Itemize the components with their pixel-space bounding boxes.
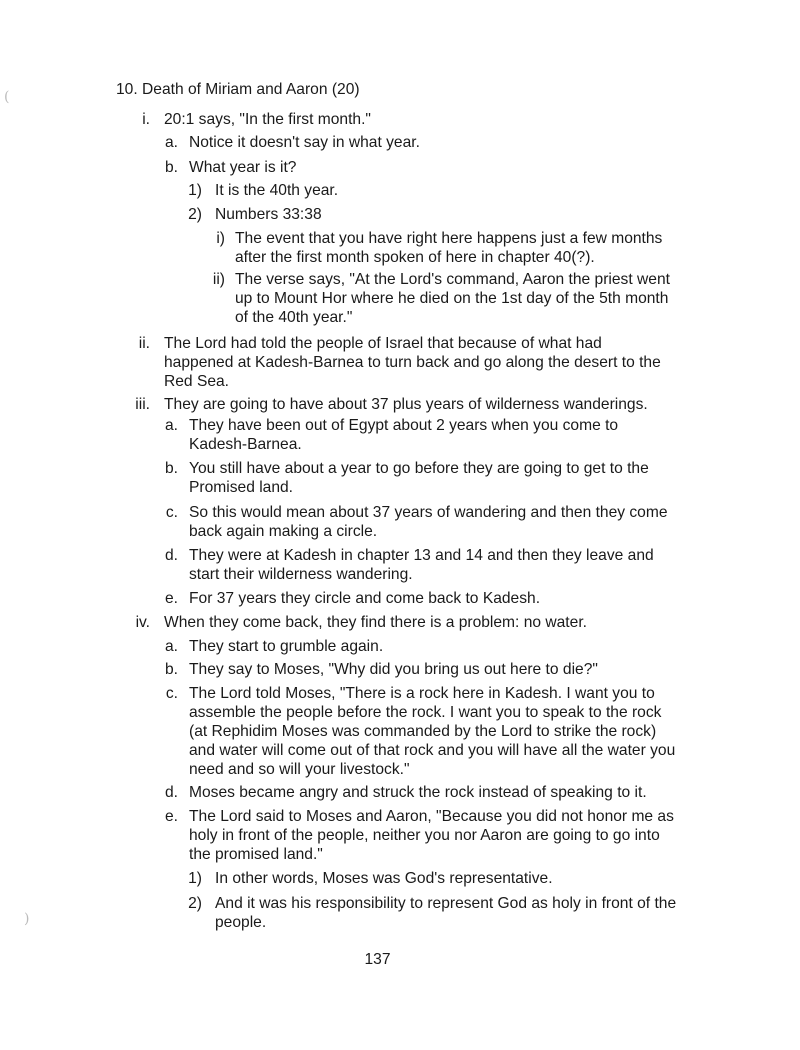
list-item-text: The verse says, "At the Lord's command, Aaron the priest went [235,271,670,288]
page-number: 137 [364,951,391,968]
list-marker: iv. [135,614,150,631]
list-item-text: up to Mount Hor where he died on the 1st day of the 5th month [235,290,669,307]
list-marker: a. [164,134,178,151]
list-item-text: For 37 years they circle and come back to Kadesh. [189,590,541,607]
list-marker: c. [165,504,178,521]
list-item-text: They start to grumble again. [189,638,384,655]
list-marker: b. [164,159,178,176]
list-marker: d. [164,547,178,564]
section-heading: 10. Death of Miriam and Aaron (20) [116,81,360,98]
list-item-text: back again making a circle. [189,523,378,540]
list-marker: d. [164,784,178,801]
list-item-text: The Lord told Moses, "There is a rock here in Kadesh. I want you to [189,685,655,702]
list-marker: e. [164,590,178,607]
list-marker: a. [164,638,178,655]
list-item-text: happened at Kadesh-Barnea to turn back and go along the desert to the [164,354,661,371]
list-marker: 1) [188,182,202,199]
list-marker: iii. [135,396,150,413]
list-item-text: after the first month spoken of here in chapter 40(?). [235,249,595,266]
list-marker: 2) [188,206,202,223]
list-item-text: The Lord had told the people of Israel that because of what had [164,335,602,352]
list-marker: b. [164,661,178,678]
scan-margin-mark: ( [4,89,10,105]
list-marker: i. [142,111,150,128]
list-item-text: Kadesh-Barnea. [189,436,302,453]
list-item-text: They say to Moses, "Why did you bring us out here to die?" [189,661,598,678]
list-item-text: Notice it doesn't say in what year. [189,134,420,151]
scan-margin-mark: ) [24,911,30,927]
list-marker: c. [165,685,178,702]
list-marker: a. [164,417,178,434]
list-item-text: What year is it? [189,159,297,176]
list-item-text: They were at Kadesh in chapter 13 and 14 and then they leave and [189,547,654,564]
list-marker: 1) [188,870,202,887]
list-item-text: It is the 40th year. [215,182,339,199]
list-item-text: The event that you have right here happens just a few months [235,230,663,247]
list-item-text: And it was his responsibility to represent God as holy in front of the [215,895,677,912]
list-item-text: 20:1 says, "In the first month." [164,111,371,128]
list-item-text: They are going to have about 37 plus years of wilderness wanderings. [164,396,648,413]
list-item-text: (at Rephidim Moses was commanded by the Lord to strike the rock) [189,723,657,740]
list-item-text: and water will come out of that rock and you will have all the water you [189,742,676,759]
list-item-text: the promised land." [189,846,323,863]
list-item-text: start their wilderness wandering. [189,566,413,583]
list-item-text: They have been out of Egypt about 2 years when you come to [189,417,619,434]
list-marker: i) [216,230,225,247]
list-marker: e. [164,808,178,825]
list-item-text: The Lord said to Moses and Aaron, "Because you did not honor me as [189,808,674,825]
list-marker: ii. [138,335,150,352]
list-item-text: of the 40th year." [235,309,353,326]
list-item-text: Numbers 33:38 [215,206,322,223]
list-item-text: In other words, Moses was God's representative. [215,870,553,887]
list-item-text: assemble the people before the rock. I want you to speak to the rock [189,704,662,721]
list-marker: b. [164,460,178,477]
list-item-text: When they come back, they find there is a problem: no water. [164,614,587,631]
list-item-text: Red Sea. [164,373,230,390]
list-item-text: Moses became angry and struck the rock instead of speaking to it. [189,784,647,801]
list-item-text: people. [215,914,267,931]
list-item-text: holy in front of the people, neither you nor Aaron are going to go into [189,827,660,844]
list-item-text: You still have about a year to go before they are going to get to the [189,460,649,477]
list-item-text: So this would mean about 37 years of wandering and then they come [189,504,668,521]
list-marker: ii) [212,271,225,288]
list-item-text: Promised land. [189,479,294,496]
list-item-text: need and so will your livestock." [189,761,410,778]
list-marker: 2) [188,895,202,912]
